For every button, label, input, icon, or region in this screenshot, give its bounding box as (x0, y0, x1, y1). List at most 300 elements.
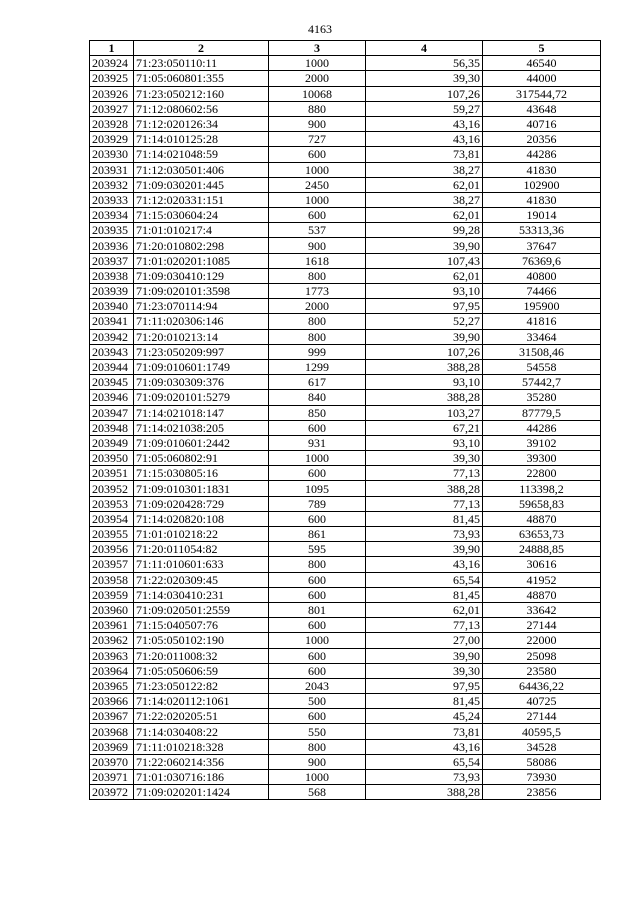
area-cell: 600 (269, 709, 366, 724)
cadastral-number-cell: 71:09:020101:3598 (134, 284, 269, 299)
value-cell: 43648 (483, 101, 601, 116)
value-cell: 41830 (483, 192, 601, 207)
rate-cell: 43,16 (366, 116, 483, 131)
cadastral-number-cell: 71:14:021048:59 (134, 147, 269, 162)
row-number-cell: 203970 (90, 754, 134, 769)
table-row (90, 694, 601, 709)
rate-cell: 67,21 (366, 420, 483, 435)
table-row (90, 739, 601, 754)
row-number-cell: 203933 (90, 192, 134, 207)
area-cell: 550 (269, 724, 366, 739)
data-table (89, 40, 601, 800)
row-number-cell: 203926 (90, 86, 134, 101)
row-number-cell: 203968 (90, 724, 134, 739)
value-cell: 317544,72 (483, 86, 601, 101)
cadastral-number-cell: 71:09:020501:2559 (134, 602, 269, 617)
value-cell: 57442,7 (483, 375, 601, 390)
row-number-cell: 203940 (90, 299, 134, 314)
area-cell: 600 (269, 147, 366, 162)
area-cell: 1773 (269, 284, 366, 299)
rate-cell: 43,16 (366, 557, 483, 572)
rate-cell: 73,93 (366, 770, 483, 785)
value-cell: 41952 (483, 572, 601, 587)
rate-cell: 97,95 (366, 678, 483, 693)
area-cell: 800 (269, 268, 366, 283)
area-cell: 1000 (269, 451, 366, 466)
rate-cell: 39,30 (366, 663, 483, 678)
rate-cell: 39,30 (366, 71, 483, 86)
rate-cell: 39,90 (366, 542, 483, 557)
row-number-cell: 203942 (90, 329, 134, 344)
value-cell: 53313,36 (483, 223, 601, 238)
row-number-cell: 203924 (90, 56, 134, 71)
rate-cell: 73,81 (366, 147, 483, 162)
table-body (90, 56, 601, 800)
value-cell: 40595,5 (483, 724, 601, 739)
cadastral-number-cell: 71:09:030309:376 (134, 375, 269, 390)
cadastral-number-cell: 71:23:050110:11 (134, 56, 269, 71)
row-number-cell: 203965 (90, 678, 134, 693)
table-row (90, 602, 601, 617)
area-cell: 999 (269, 344, 366, 359)
table-row (90, 56, 601, 71)
value-cell: 41816 (483, 314, 601, 329)
rate-cell: 52,27 (366, 314, 483, 329)
value-cell: 20356 (483, 132, 601, 147)
value-cell: 73930 (483, 770, 601, 785)
rate-cell: 38,27 (366, 162, 483, 177)
row-number-cell: 203961 (90, 618, 134, 633)
rate-cell: 43,16 (366, 132, 483, 147)
rate-cell: 107,43 (366, 253, 483, 268)
value-cell: 59658,83 (483, 496, 601, 511)
row-number-cell: 203946 (90, 390, 134, 405)
value-cell: 64436,22 (483, 678, 601, 693)
cadastral-number-cell: 71:12:080602:56 (134, 101, 269, 116)
table-row (90, 527, 601, 542)
value-cell: 76369,6 (483, 253, 601, 268)
cadastral-number-cell: 71:09:030410:129 (134, 268, 269, 283)
table-row (90, 511, 601, 526)
row-number-cell: 203938 (90, 268, 134, 283)
table-row (90, 405, 601, 420)
rate-cell: 65,54 (366, 572, 483, 587)
area-cell: 617 (269, 375, 366, 390)
value-cell: 33642 (483, 602, 601, 617)
row-number-cell: 203963 (90, 648, 134, 663)
table-row (90, 162, 601, 177)
page-number: 4163 (308, 22, 332, 36)
row-number-cell: 203948 (90, 420, 134, 435)
value-cell: 87779,5 (483, 405, 601, 420)
area-cell: 1000 (269, 56, 366, 71)
rate-cell: 27,00 (366, 633, 483, 648)
rate-cell: 39,90 (366, 648, 483, 663)
row-number-cell: 203937 (90, 253, 134, 268)
area-cell: 600 (269, 663, 366, 678)
cadastral-number-cell: 71:05:060801:355 (134, 71, 269, 86)
row-number-cell: 203955 (90, 527, 134, 542)
table-row (90, 238, 601, 253)
value-cell: 46540 (483, 56, 601, 71)
value-cell: 25098 (483, 648, 601, 663)
rate-cell: 62,01 (366, 208, 483, 223)
row-number-cell: 203939 (90, 284, 134, 299)
rate-cell: 93,10 (366, 284, 483, 299)
cadastral-number-cell: 71:12:030501:406 (134, 162, 269, 177)
rate-cell: 39,90 (366, 238, 483, 253)
value-cell: 22000 (483, 633, 601, 648)
row-number-cell: 203964 (90, 663, 134, 678)
cadastral-number-cell: 71:15:030604:24 (134, 208, 269, 223)
area-cell: 2043 (269, 678, 366, 693)
value-cell: 33464 (483, 329, 601, 344)
table-row (90, 770, 601, 785)
value-cell: 39300 (483, 451, 601, 466)
table-row (90, 223, 601, 238)
row-number-cell: 203959 (90, 587, 134, 602)
value-cell: 37647 (483, 238, 601, 253)
area-cell: 900 (269, 754, 366, 769)
table-row (90, 101, 601, 116)
table-row (90, 208, 601, 223)
rate-cell: 388,28 (366, 785, 483, 800)
rate-cell: 62,01 (366, 177, 483, 192)
area-cell: 1095 (269, 481, 366, 496)
cadastral-number-cell: 71:20:010213:14 (134, 329, 269, 344)
row-number-cell: 203925 (90, 71, 134, 86)
area-cell: 900 (269, 116, 366, 131)
cadastral-number-cell: 71:22:020309:45 (134, 572, 269, 587)
rate-cell: 388,28 (366, 390, 483, 405)
area-cell: 595 (269, 542, 366, 557)
value-cell: 39102 (483, 435, 601, 450)
area-cell: 800 (269, 314, 366, 329)
rate-cell: 107,26 (366, 344, 483, 359)
table-row (90, 663, 601, 678)
rate-cell: 93,10 (366, 435, 483, 450)
area-cell: 500 (269, 694, 366, 709)
value-cell: 48870 (483, 511, 601, 526)
rate-cell: 73,93 (366, 527, 483, 542)
cadastral-number-cell: 71:15:040507:76 (134, 618, 269, 633)
area-cell: 880 (269, 101, 366, 116)
cadastral-number-cell: 71:11:020306:146 (134, 314, 269, 329)
row-number-cell: 203931 (90, 162, 134, 177)
rate-cell: 77,13 (366, 618, 483, 633)
row-number-cell: 203945 (90, 375, 134, 390)
table-row (90, 375, 601, 390)
table-row (90, 420, 601, 435)
area-cell: 2000 (269, 71, 366, 86)
cadastral-number-cell: 71:14:020112:1061 (134, 694, 269, 709)
table-row (90, 678, 601, 693)
table-row (90, 587, 601, 602)
table-row (90, 253, 601, 268)
table-row (90, 132, 601, 147)
value-cell: 31508,46 (483, 344, 601, 359)
cadastral-number-cell: 71:23:070114:94 (134, 299, 269, 314)
table-row (90, 466, 601, 481)
cadastral-number-cell: 71:14:021038:205 (134, 420, 269, 435)
cadastral-number-cell: 71:09:030201:445 (134, 177, 269, 192)
value-cell: 23580 (483, 663, 601, 678)
area-cell: 900 (269, 238, 366, 253)
column-header-2: 2 (134, 41, 269, 56)
value-cell: 40725 (483, 694, 601, 709)
rate-cell: 73,81 (366, 724, 483, 739)
rate-cell: 45,24 (366, 709, 483, 724)
table-row (90, 192, 601, 207)
value-cell: 27144 (483, 709, 601, 724)
cadastral-number-cell: 71:09:020201:1424 (134, 785, 269, 800)
row-number-cell: 203967 (90, 709, 134, 724)
rate-cell: 38,27 (366, 192, 483, 207)
row-number-cell: 203951 (90, 466, 134, 481)
cadastral-number-cell: 71:22:020205:51 (134, 709, 269, 724)
value-cell: 27144 (483, 618, 601, 633)
row-number-cell: 203929 (90, 132, 134, 147)
row-number-cell: 203960 (90, 602, 134, 617)
table-row (90, 785, 601, 800)
table-row (90, 633, 601, 648)
value-cell: 35280 (483, 390, 601, 405)
rate-cell: 77,13 (366, 496, 483, 511)
cadastral-number-cell: 71:15:030805:16 (134, 466, 269, 481)
row-number-cell: 203950 (90, 451, 134, 466)
cadastral-number-cell: 71:20:010802:298 (134, 238, 269, 253)
row-number-cell: 203930 (90, 147, 134, 162)
area-cell: 600 (269, 618, 366, 633)
cadastral-number-cell: 71:14:010125:28 (134, 132, 269, 147)
value-cell: 74466 (483, 284, 601, 299)
table-row (90, 557, 601, 572)
column-header-1: 1 (90, 41, 134, 56)
row-number-cell: 203957 (90, 557, 134, 572)
rate-cell: 56,35 (366, 56, 483, 71)
table-row (90, 71, 601, 86)
area-cell: 600 (269, 466, 366, 481)
table-row (90, 284, 601, 299)
table-row (90, 344, 601, 359)
area-cell: 568 (269, 785, 366, 800)
area-cell: 600 (269, 420, 366, 435)
rate-cell: 81,45 (366, 511, 483, 526)
row-number-cell: 203956 (90, 542, 134, 557)
table-row (90, 435, 601, 450)
area-cell: 727 (269, 132, 366, 147)
rate-cell: 93,10 (366, 375, 483, 390)
value-cell: 19014 (483, 208, 601, 223)
area-cell: 2450 (269, 177, 366, 192)
value-cell: 102900 (483, 177, 601, 192)
rate-cell: 388,28 (366, 481, 483, 496)
rate-cell: 97,95 (366, 299, 483, 314)
area-cell: 537 (269, 223, 366, 238)
cadastral-number-cell: 71:05:050102:190 (134, 633, 269, 648)
table-row (90, 329, 601, 344)
area-cell: 800 (269, 739, 366, 754)
area-cell: 1000 (269, 192, 366, 207)
cadastral-number-cell: 71:12:020126:34 (134, 116, 269, 131)
cadastral-number-cell: 71:11:010601:633 (134, 557, 269, 572)
cadastral-number-cell: 71:05:050606:59 (134, 663, 269, 678)
row-number-cell: 203962 (90, 633, 134, 648)
table-row (90, 147, 601, 162)
rate-cell: 43,16 (366, 739, 483, 754)
area-cell: 800 (269, 557, 366, 572)
cadastral-number-cell: 71:12:020331:151 (134, 192, 269, 207)
table-row (90, 481, 601, 496)
row-number-cell: 203952 (90, 481, 134, 496)
area-cell: 789 (269, 496, 366, 511)
table-row (90, 754, 601, 769)
table-row (90, 451, 601, 466)
table-row (90, 299, 601, 314)
row-number-cell: 203936 (90, 238, 134, 253)
rate-cell: 99,28 (366, 223, 483, 238)
row-number-cell: 203966 (90, 694, 134, 709)
cadastral-number-cell: 71:20:011008:32 (134, 648, 269, 663)
table-row (90, 390, 601, 405)
cadastral-number-cell: 71:14:021018:147 (134, 405, 269, 420)
cadastral-number-cell: 71:14:020820:108 (134, 511, 269, 526)
cadastral-number-cell: 71:01:030716:186 (134, 770, 269, 785)
cadastral-number-cell: 71:09:010601:2442 (134, 435, 269, 450)
cadastral-number-cell: 71:22:060214:356 (134, 754, 269, 769)
row-number-cell: 203944 (90, 359, 134, 374)
value-cell: 44286 (483, 147, 601, 162)
table-row (90, 648, 601, 663)
value-cell: 113398,2 (483, 481, 601, 496)
row-number-cell: 203958 (90, 572, 134, 587)
row-number-cell: 203932 (90, 177, 134, 192)
area-cell: 840 (269, 390, 366, 405)
row-number-cell: 203941 (90, 314, 134, 329)
row-number-cell: 203954 (90, 511, 134, 526)
value-cell: 195900 (483, 299, 601, 314)
value-cell: 23856 (483, 785, 601, 800)
value-cell: 34528 (483, 739, 601, 754)
value-cell: 58086 (483, 754, 601, 769)
cadastral-number-cell: 71:23:050209:997 (134, 344, 269, 359)
value-cell: 48870 (483, 587, 601, 602)
table-row (90, 724, 601, 739)
value-cell: 44000 (483, 71, 601, 86)
cadastral-number-cell: 71:01:020201:1085 (134, 253, 269, 268)
row-number-cell: 203953 (90, 496, 134, 511)
value-cell: 41830 (483, 162, 601, 177)
area-cell: 800 (269, 329, 366, 344)
table-row (90, 709, 601, 724)
cadastral-number-cell: 71:01:010217:4 (134, 223, 269, 238)
column-header-5: 5 (483, 41, 601, 56)
cadastral-number-cell: 71:23:050122:82 (134, 678, 269, 693)
cadastral-number-cell: 71:09:010301:1831 (134, 481, 269, 496)
rate-cell: 62,01 (366, 602, 483, 617)
table-row (90, 542, 601, 557)
area-cell: 600 (269, 648, 366, 663)
row-number-cell: 203947 (90, 405, 134, 420)
area-cell: 1000 (269, 633, 366, 648)
value-cell: 22800 (483, 466, 601, 481)
rate-cell: 39,30 (366, 451, 483, 466)
row-number-cell: 203928 (90, 116, 134, 131)
table-row (90, 177, 601, 192)
table-row (90, 496, 601, 511)
rate-cell: 62,01 (366, 268, 483, 283)
value-cell: 40716 (483, 116, 601, 131)
table-row (90, 359, 601, 374)
area-cell: 1299 (269, 359, 366, 374)
cadastral-number-cell: 71:23:050212:160 (134, 86, 269, 101)
area-cell: 600 (269, 208, 366, 223)
table-row (90, 268, 601, 283)
row-number-cell: 203971 (90, 770, 134, 785)
area-cell: 801 (269, 602, 366, 617)
table-row (90, 86, 601, 101)
cadastral-number-cell: 71:09:020428:729 (134, 496, 269, 511)
area-cell: 10068 (269, 86, 366, 101)
cadastral-number-cell: 71:01:010218:22 (134, 527, 269, 542)
rate-cell: 388,28 (366, 359, 483, 374)
row-number-cell: 203927 (90, 101, 134, 116)
column-header-3: 3 (269, 41, 366, 56)
cadastral-number-cell: 71:14:030408:22 (134, 724, 269, 739)
row-number-cell: 203972 (90, 785, 134, 800)
value-cell: 44286 (483, 420, 601, 435)
cadastral-number-cell: 71:09:010601:1749 (134, 359, 269, 374)
row-number-cell: 203943 (90, 344, 134, 359)
table-row (90, 116, 601, 131)
area-cell: 1618 (269, 253, 366, 268)
area-cell: 1000 (269, 770, 366, 785)
cadastral-number-cell: 71:14:030410:231 (134, 587, 269, 602)
rate-cell: 39,90 (366, 329, 483, 344)
rate-cell: 107,26 (366, 86, 483, 101)
rate-cell: 81,45 (366, 694, 483, 709)
cadastral-number-cell: 71:11:010218:328 (134, 739, 269, 754)
table-row (90, 314, 601, 329)
cadastral-number-cell: 71:20:011054:82 (134, 542, 269, 557)
rate-cell: 81,45 (366, 587, 483, 602)
row-number-cell: 203969 (90, 739, 134, 754)
cadastral-number-cell: 71:05:060802:91 (134, 451, 269, 466)
row-number-cell: 203949 (90, 435, 134, 450)
cadastral-number-cell: 71:09:020101:5279 (134, 390, 269, 405)
value-cell: 63653,73 (483, 527, 601, 542)
table-header-row (90, 41, 601, 56)
value-cell: 40800 (483, 268, 601, 283)
value-cell: 24888,85 (483, 542, 601, 557)
rate-cell: 77,13 (366, 466, 483, 481)
rate-cell: 65,54 (366, 754, 483, 769)
rate-cell: 103,27 (366, 405, 483, 420)
area-cell: 600 (269, 572, 366, 587)
row-number-cell: 203934 (90, 208, 134, 223)
table-row (90, 618, 601, 633)
area-cell: 931 (269, 435, 366, 450)
area-cell: 850 (269, 405, 366, 420)
area-cell: 2000 (269, 299, 366, 314)
column-header-4: 4 (366, 41, 483, 56)
value-cell: 30616 (483, 557, 601, 572)
row-number-cell: 203935 (90, 223, 134, 238)
area-cell: 600 (269, 587, 366, 602)
area-cell: 1000 (269, 162, 366, 177)
area-cell: 600 (269, 511, 366, 526)
value-cell: 54558 (483, 359, 601, 374)
